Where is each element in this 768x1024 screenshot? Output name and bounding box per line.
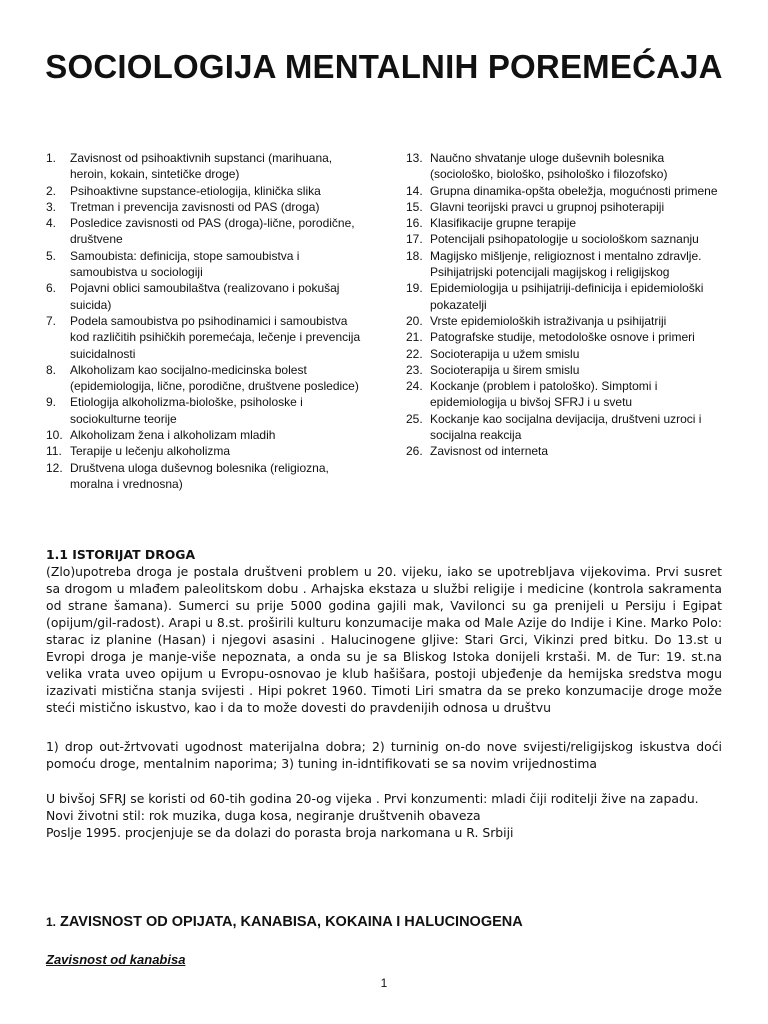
toc-item	[46, 150, 364, 183]
toc-item-text: Klasifikacije grupne terapije	[430, 216, 577, 231]
toc-item	[46, 313, 364, 362]
toc-item-number: 21.	[406, 330, 423, 345]
sfrj-line-1: U bivšoj SFRJ se koristi od 60-tih godina 20-og vijeka . Prvi konzumenti: mladi čiji roditelji žive na zapadu.	[46, 791, 699, 806]
toc-item-text: Naučno shvatanje uloge duševnih bolesnika (sociološko, biološko, psihološko i filozofsko)	[430, 151, 668, 182]
toc-item-number: 23.	[406, 362, 423, 377]
toc-item	[406, 313, 724, 329]
toc-item-number: 6.	[46, 281, 57, 296]
toc-item	[46, 199, 364, 215]
toc-item-text: Magijsko mišljenje, religioznost i mentalno zdravlje. Psihijatrijski potencijali magijskog i religijskog	[430, 248, 702, 280]
section-heading: 1.1 ISTORIJAT DROGA	[46, 547, 196, 562]
toc-item	[46, 362, 364, 395]
toc-item	[46, 248, 364, 281]
toc-right-column	[406, 150, 724, 460]
toc-item-text: Vrste epidemioloških istraživanja u psihijatriji	[430, 313, 667, 328]
toc-item-text: Kockanje (problem i patološko). Simptomi i epidemiologija u bivšoj SFRJ i u svetu	[430, 379, 658, 410]
toc-item-number: 9.	[46, 395, 57, 410]
toc-item-number: 3.	[46, 199, 57, 214]
toc-item-number: 26.	[406, 444, 423, 459]
toc-item-text: Podela samoubistva po psihodinamici i samoubistva kod različitih psihičkih poremećaja, lečenje i prevencija suicidalnosti	[70, 313, 361, 361]
phases-paragraph: 1) drop out-žrtvovati ugodnost materijalna dobra; 2) turninig on-do nove svijesti/religijskog iskustva doći pomoću droge, mentalnim naporima; 3) tuning in-idntifikovati se sa novim vrijednostima	[46, 739, 722, 771]
toc-item-text: Potencijali psihopatologije u sociološkom saznanju	[430, 232, 699, 247]
toc-item	[406, 215, 724, 231]
toc-item-number: 8.	[46, 362, 57, 377]
toc-item	[46, 427, 364, 443]
toc-item-text: Epidemiologija u psihijatriji-definicija i epidemiološki pokazatelji	[430, 281, 704, 312]
toc-item	[406, 248, 724, 281]
toc-item-text: Patografske studije, metodološke osnove i primeri	[430, 330, 695, 345]
toc-item-number: 1.	[46, 151, 57, 165]
toc-item	[46, 394, 364, 427]
toc-item-text: Društvena uloga duševnog bolesnika (religiozna, moralna i vrednosna)	[70, 460, 329, 491]
toc-item-number: 16.	[406, 216, 423, 231]
history-paragraph: (Zlo)upotreba droga je postala društveni problem u 20. vijeku, iako se upotrebljava vijekovima. Prvi susret sa drogom u mlađem paleolitskom dobu . Arhajska ekstaza u službi religije i medicine (kontrola sakramenta od strane šamana). Sumerci su prije 5000 godina gajili mak, Vavilonci su ga prenijeli u Persiju i Egipat (opijum/gil-radost). Arapi u 8.st. proširili kulturu konzumacije maka od Male Azije do Indije i Kine. Marko Polo: starac iz planine (Hasan) i njegovi asasini . Halucinogene gljive: Stari Grci, Vikinzi pred bitku. Do 13.st u Evropi droga je manje-više nepoznata, a onda su je sa Bliskog Istoka donijeli krstaši. M. de Tur: 19. st.na velika vrata uveo opijum u Evropu-osnovao je klub hašišara, postoji ubjeđenje da hemijska sredstva mogu izazivati mistična stanja svijesti . Hipi pokret 1960. Timoti Liri smatra da se preko konzumacije droge može steći mistično iskustvo, kao i da to može dovesti do pravdenijih odnosa u društvu	[46, 564, 722, 715]
history-section	[46, 546, 722, 716]
toc-item-number: 20.	[406, 313, 423, 328]
toc-item-number: 25.	[406, 411, 423, 426]
document-title: SOCIOLOGIJA MENTALNIH POREMEĆAJA	[45, 48, 723, 85]
toc-item	[406, 280, 724, 313]
toc-item-number: 19.	[406, 281, 423, 296]
sfrj-paragraph	[46, 790, 722, 841]
toc-item-text: Alkoholizam kao socijalno-medicinska bolest (epidemiologija, lične, porodične, društvene posledice)	[70, 362, 359, 394]
toc-item-number: 22.	[406, 346, 423, 361]
toc-item	[46, 183, 364, 199]
toc-item-number: 24.	[406, 379, 423, 394]
toc-item	[406, 362, 724, 378]
toc-item-text: Zavisnost od interneta	[430, 444, 549, 459]
toc-item-number: 4.	[46, 216, 57, 231]
toc-left-column	[46, 150, 364, 492]
toc-item-text: Samoubista: definicija, stope samoubistva i samoubistva u sociologiji	[70, 248, 300, 280]
toc-item-text: Socioterapija u širem smislu	[430, 362, 580, 377]
toc-item-number: 14.	[406, 183, 423, 198]
toc-item-text: Socioterapija u užem smislu	[430, 346, 580, 361]
toc-item	[406, 443, 724, 459]
subsection-heading: Zavisnost od kanabisa	[46, 952, 186, 967]
toc-item-number: 15.	[406, 199, 423, 214]
toc-item-text: Pojavni oblici samoubilaštva (realizovano i pokušaj suicida)	[70, 281, 340, 312]
chapter-heading	[46, 914, 523, 930]
toc-item-number: 5.	[46, 248, 57, 263]
sfrj-line-2: Novi životni stil: rok muzika, duga kosa, negiranje društvenih obaveza	[46, 808, 481, 823]
toc-item-number: 18.	[406, 248, 423, 263]
toc-item	[46, 215, 364, 248]
toc-item	[406, 150, 724, 183]
toc-item-text: Zavisnost od psihoaktivnih supstanci (marihuana, heroin, kokain, sintetičke droge)	[70, 151, 333, 182]
toc-list-left	[46, 150, 364, 492]
toc-item	[406, 199, 724, 215]
toc-item	[406, 346, 724, 362]
toc-item	[406, 231, 724, 247]
toc-item-text: Alkoholizam žena i alkoholizam mladih	[70, 428, 276, 443]
toc-item-number: 11.	[46, 444, 62, 459]
toc-item-text: Grupna dinamika-opšta obeležja, mogućnosti primene	[430, 183, 718, 198]
toc-item-text: Posledice zavisnosti od PAS (droga)-lične, porodične, društvene	[70, 216, 355, 247]
toc-item	[46, 280, 364, 313]
toc-item-text: Tretman i prevencija zavisnosti od PAS (droga)	[70, 199, 320, 214]
toc-item-number: 10.	[46, 428, 63, 443]
toc-item-text: Etiologija alkoholizma-biološke, psiholoske i sociokulturne teorije	[70, 395, 303, 426]
toc-item-number: 7.	[46, 313, 57, 328]
toc-item	[406, 378, 724, 411]
toc-item-number: 13.	[406, 151, 423, 165]
toc-item-number: 12.	[46, 460, 63, 475]
toc-item-text: Terapije u lečenju alkoholizma	[70, 444, 231, 459]
toc-item	[406, 183, 724, 199]
toc-item-text: Glavni teorijski pravci u grupnoj psihoterapiji	[430, 199, 665, 214]
page-number: 1	[380, 976, 388, 990]
toc-item	[46, 443, 364, 459]
sfrj-line-3: Poslje 1995. procjenjuje se da dolazi do porasta broja narkomana u R. Srbiji	[46, 825, 514, 840]
toc-item	[406, 411, 724, 444]
toc-list-right	[406, 150, 724, 460]
chapter-title: ZAVISNOST OD OPIJATA, KANABISA, KOKAINA I HALUCINOGENA	[60, 914, 523, 930]
toc-item-text: Kockanje kao socijalna devijacija, društveni uzroci i socijalna reakcija	[430, 411, 702, 443]
chapter-number: 1.	[46, 915, 57, 929]
toc-item-text: Psihoaktivne supstance-etiologija, klinička slika	[70, 183, 321, 198]
toc-item-number: 17.	[406, 232, 423, 247]
toc-item	[46, 460, 364, 493]
toc-item	[406, 329, 724, 345]
toc-item-number: 2.	[46, 183, 57, 198]
